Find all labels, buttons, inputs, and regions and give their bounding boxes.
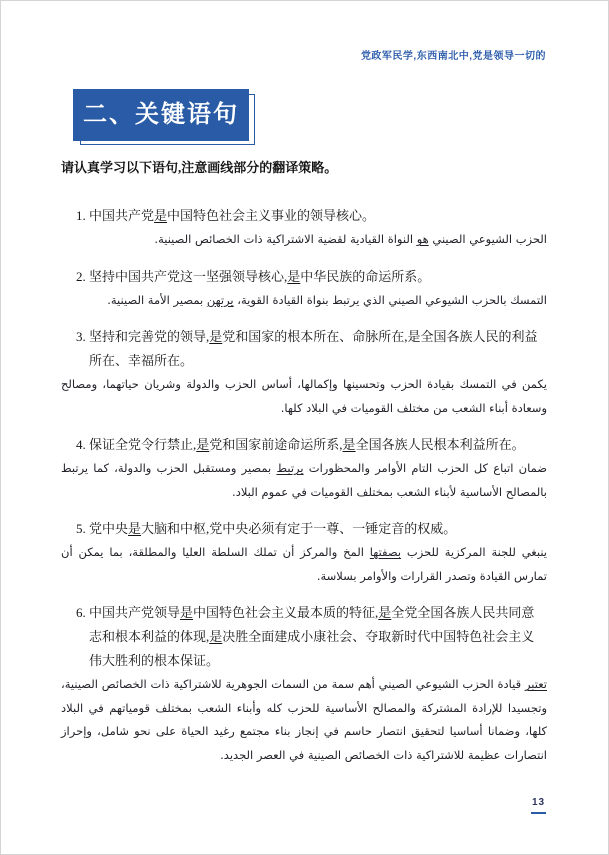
section-title: 二、关键语句 — [73, 89, 249, 141]
chinese-sentence — [76, 265, 547, 289]
text-segment: 2. 坚持中国共产党这一坚强领导核心, — [76, 268, 288, 284]
sentence-item — [61, 325, 547, 420]
running-header: 党政军民学,东西南北中,党是领导一切的 — [360, 51, 546, 62]
underlined-segment: 是 — [342, 437, 356, 452]
text-segment: التمسك بالحزب الشيوعي الصيني الذي يرتبط بنواة القيادة القوية، — [233, 292, 547, 307]
text-segment: 中国特色社会主义最本质的特征, — [193, 605, 379, 620]
sentence-item — [61, 433, 547, 504]
underlined-segment: يرتبط — [276, 461, 304, 475]
text-segment: الحزب الشيوعي الصيني — [428, 232, 547, 246]
underlined-segment: 是 — [180, 605, 194, 620]
text-segment: 党和国家的根本所在、命脉所在,是全国各族人民的利益所在、幸福所在。 — [89, 329, 538, 368]
chinese-sentence — [76, 433, 547, 457]
sentence-item — [61, 601, 547, 767]
section-title-box — [73, 89, 257, 149]
chinese-sentence — [76, 204, 547, 228]
text-segment: 大脑和中枢,党中央必须有定于一尊、一锤定音的权威。 — [141, 521, 457, 536]
arabic-translation — [61, 289, 547, 313]
arabic-translation — [61, 228, 547, 252]
underlined-segment: 是 — [154, 208, 168, 223]
text-segment: 党和国家前途命运所系, — [209, 437, 343, 452]
text-segment: 5. 党中央 — [76, 521, 129, 536]
sentence-item — [61, 204, 547, 252]
arabic-translation — [61, 541, 547, 588]
underlined-segment: 是 — [287, 268, 301, 284]
text-segment: ضمان اتباع كل الحزب التام الأوامر والمحظورات — [303, 461, 547, 475]
text-segment: 中国特色社会主义事业的领导核心。 — [167, 208, 376, 223]
text-segment: يكمن في التمسك بقيادة الحزب وتحسينها وإكمالها، أساس الحزب والدولة وشريان حياتهما، ومصالح وسعادة أبناء الشعب من مختلف القوميات في البلاد كلها. — [61, 377, 547, 415]
sentence-item — [61, 265, 547, 313]
text-segment: 全党全国各族人民共同意志和根本利益的体现, — [89, 605, 535, 644]
chinese-sentence — [76, 325, 547, 373]
underlined-segment: 是 — [209, 629, 223, 644]
instruction-text: 请认真学习以下语句,注意画线部分的翻译策略。 — [61, 160, 338, 175]
text-segment: قيادة الحزب الشيوعي الصيني أهم سمة من السمات الجوهرية للاشتراكية ذات الخصائص الصينية، وتجسيدا للإرادة المشتركة والمصالح الأساسية للحزب كله وأبناء الشعب بمختلف قومياتهم في البلاد كلها، وضمانا أساسيا لتحقيق انتصار حاسم في إنجاز بناء مجتمع رغيد الحياة على نحو شامل، وإحراز انتصارات عظيمة للاشتراكية ذات الخصائص الصينية في العصر الجديد. — [61, 677, 547, 762]
underlined-segment: 是 — [128, 521, 142, 536]
page-number-rule — [531, 812, 546, 814]
text-segment: 决胜全面建成小康社会、夺取新时代中国特色社会主义伟大胜利的根本保证。 — [89, 629, 535, 668]
text-segment: 4. 保证全党令行禁止, — [76, 437, 197, 452]
page-number — [531, 792, 546, 814]
underlined-segment: 是 — [196, 437, 210, 452]
text-segment: بمصير الأمة الصينية. — [107, 292, 207, 307]
content-area — [61, 157, 547, 780]
text-segment: النواة القيادية لقضية الاشتراكية ذات الخصائص الصينية. — [154, 232, 417, 246]
chinese-sentence — [76, 517, 547, 541]
text-segment: 6. 中国共产党领导 — [76, 605, 181, 620]
arabic-translation — [61, 673, 547, 767]
text-segment: بمصير ومستقبل الحزب والدولة، كما يرتبط بالمصالح الأساسية لأبناء الشعب بمختلف القوميات في عموم البلاد. — [61, 461, 547, 499]
sentence-list — [61, 204, 547, 767]
underlined-segment: تعتبر — [524, 677, 547, 691]
text-segment: ينبغي للجنة المركزية للحزب — [401, 545, 547, 559]
text-segment: المخ والمركز أن تملك السلطة العليا والمطلقة، بما يمكن أن تمارس القيادة وتصدر القرارات والأوامر بسلاسة. — [61, 545, 547, 583]
text-segment: 1. 中国共产党 — [76, 208, 155, 223]
underlined-segment: 是 — [209, 329, 223, 344]
text-segment: 全国各族人民根本利益所在。 — [355, 437, 525, 452]
text-segment: 中华民族的命运所系。 — [300, 268, 431, 284]
arabic-translation — [61, 457, 547, 504]
page-number-text: 13 — [531, 797, 546, 808]
underlined-segment: بصفتها — [369, 545, 402, 559]
sentence-item — [61, 517, 547, 588]
underlined-segment: يرتهن — [206, 292, 234, 307]
chinese-sentence — [76, 601, 547, 673]
underlined-segment: 是 — [378, 605, 392, 620]
text-segment: 3. 坚持和完善党的领导, — [76, 329, 210, 344]
underlined-segment: هو — [416, 232, 429, 246]
arabic-translation — [61, 373, 547, 420]
